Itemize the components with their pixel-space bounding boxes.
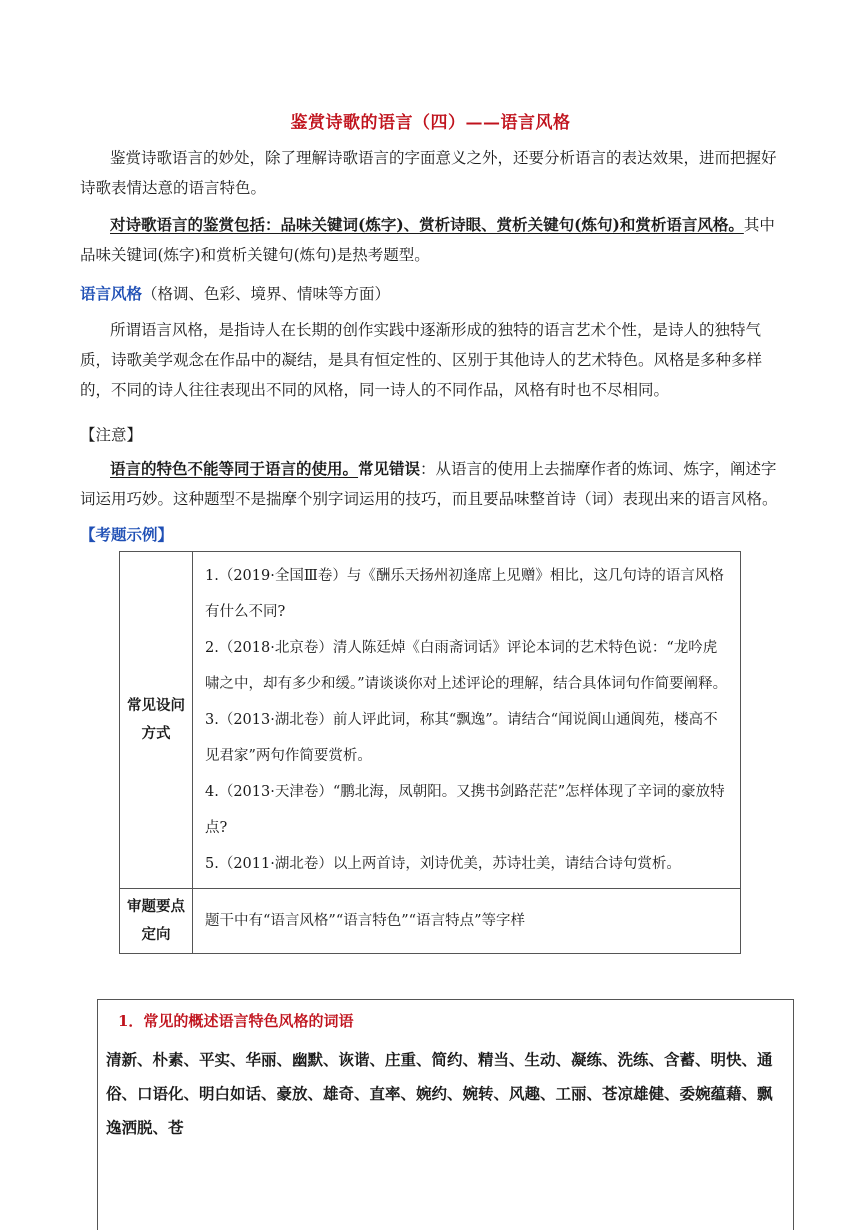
style-heading (80, 279, 780, 309)
vocabulary-words: 清新、朴素、平实、华丽、幽默、诙谐、庄重、简约、精当、生动、凝练、洗练、含蓄、明快、通俗、口语化、明白如话、豪放、雄奇、直率、婉约、婉转、风趣、工丽、苍凉雄健、委婉蕴藉、飘逸洒脱、苍 (106, 1050, 773, 1137)
question-item: 4.（2013·天津卷）“鹏北海，凤朝阳。又携书剑路茫茫”怎样体现了辛词的豪放特点? (205, 784, 725, 836)
notice-heading: 【注意】 (80, 426, 143, 444)
page-title: 鉴赏诗歌的语言（四）——语言风格 (290, 113, 571, 133)
style-heading-note: （格调、色彩、境界、情味等方面） (142, 285, 391, 303)
intro-text: 鉴赏诗歌语言的妙处，除了理解诗歌语言的字面意义之外，还要分析语言的表达效果，进而把握好诗歌表情达意的语言特色。 (80, 149, 777, 197)
style-heading-label: 语言风格 (80, 284, 143, 303)
notice-bold: 语言的特色不能等同于语言的使用。 (110, 459, 359, 478)
row2-content: 题干中有“语言风格”“语言特色”“语言特点”等字样 (193, 889, 741, 954)
definition-paragraph (80, 315, 780, 405)
row1-label: 常见设问方式 (120, 552, 193, 889)
appreciation-rest: 其中品味关键词(炼字)和赏析关键句(炼句)是热考题型。 (80, 216, 775, 264)
notice-paragraph (80, 454, 780, 514)
notice-label: 常见错误 (358, 459, 421, 478)
question-item: 5.（2011·湖北卷）以上两首诗，刘诗优美，苏诗壮美，请结合诗句赏析。 (205, 856, 681, 872)
intro-paragraph (80, 143, 780, 203)
question-item: 1.（2019·全国Ⅲ卷）与《酬乐天扬州初逢席上见赠》相比，这几句诗的语言风格有什么不同? (205, 568, 724, 620)
examples-heading-text: 【考题示例】 (80, 525, 174, 544)
appreciation-bold: 对诗歌语言的鉴赏包括：品味关键词(炼字)、赏析诗眼、赏析关键句(炼句)和赏析语言风格。 (110, 215, 744, 234)
examples-heading (80, 520, 780, 550)
row1-content (193, 552, 741, 889)
table-row (120, 889, 741, 954)
vocabulary-heading: 1．常见的概述语言特色风格的词语 (118, 1012, 354, 1030)
notice-rest: ：从语言的使用上去揣摩作者的炼词、炼字，阐述字词运用巧妙。这种题型不是揣摩个别字词运用的技巧，而且要品味整首诗（词）表现出来的语言风格。 (80, 460, 778, 508)
row2-label: 审题要点定向 (120, 889, 193, 954)
definition-text: 所谓语言风格，是指诗人在长期的创作实践中逐渐形成的独特的语言艺术个性，是诗人的独特气质，诗歌美学观念在作品中的凝结，是具有恒定性的、区别于其他诗人的艺术特色。风格是多种多样的，不同的诗人往往表现出不同的风格，同一诗人的不同作品，风格有时也不尽相同。 (80, 321, 763, 399)
question-item: 2.（2018·北京卷）清人陈廷焯《白雨斋词话》评论本词的艺术特色说：“龙吟虎啸之中，却有多少和缓。”请谈谈你对上述评论的理解，结合具体词句作简要阐释。 (205, 640, 728, 692)
appreciation-paragraph (80, 210, 780, 270)
table-row (120, 552, 741, 889)
question-table (119, 551, 741, 954)
question-item: 3.（2013·湖北卷）前人评此词，称其“飘逸”。请结合“闻说阆山通阆苑，楼高不见君家”两句作简要赏析。 (205, 712, 718, 764)
